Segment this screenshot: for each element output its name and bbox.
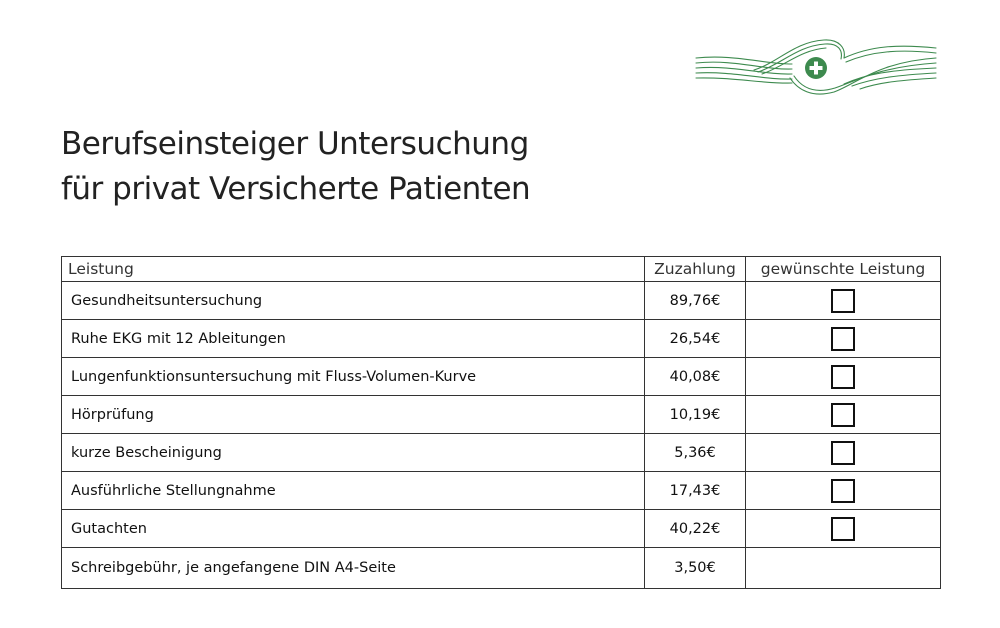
service-checkbox[interactable] [831,479,855,503]
service-checkbox[interactable] [831,441,855,465]
table-header-row [62,257,941,282]
service-price: 89,76€ [645,282,746,320]
service-price: 40,08€ [645,358,746,396]
table-row [62,548,941,589]
service-checkbox[interactable] [831,403,855,427]
table-row [62,434,941,472]
title-line-2: für privat Versicherte Patienten [61,171,531,207]
service-name: Lungenfunktionsuntersuchung mit Fluss-Volumen-Kurve [62,358,645,396]
wish-cell [746,320,941,358]
table-row [62,510,941,548]
wish-cell-empty [746,548,941,589]
table-row [62,396,941,434]
table-row [62,472,941,510]
service-price: 26,54€ [645,320,746,358]
wish-cell [746,510,941,548]
header-leistung: Leistung [62,257,645,282]
wish-cell [746,396,941,434]
header-zuzahlung: Zuzahlung [645,257,746,282]
service-name: Schreibgebühr, je angefangene DIN A4-Seite [62,548,645,589]
eye-with-medical-cross-icon [694,34,938,100]
page-title [61,122,530,212]
service-checkbox[interactable] [831,327,855,351]
service-name: Ruhe EKG mit 12 Ableitungen [62,320,645,358]
wish-cell [746,282,941,320]
table-row [62,282,941,320]
wish-cell [746,434,941,472]
title-line-1: Berufseinsteiger Untersuchung [61,126,529,162]
service-price: 3,50€ [645,548,746,589]
fee-table [61,256,941,589]
service-name: Ausführliche Stellungnahme [62,472,645,510]
service-name: Gutachten [62,510,645,548]
service-checkbox[interactable] [831,517,855,541]
service-price: 10,19€ [645,396,746,434]
table-row [62,320,941,358]
table-row [62,358,941,396]
service-name: Hörprüfung [62,396,645,434]
service-name: Gesundheitsuntersuchung [62,282,645,320]
service-checkbox[interactable] [831,365,855,389]
service-checkbox[interactable] [831,289,855,313]
service-price: 40,22€ [645,510,746,548]
service-name: kurze Bescheinigung [62,434,645,472]
header-gewuenschte-leistung: gewünschte Leistung [746,257,941,282]
service-price: 17,43€ [645,472,746,510]
wish-cell [746,358,941,396]
wish-cell [746,472,941,510]
service-price: 5,36€ [645,434,746,472]
